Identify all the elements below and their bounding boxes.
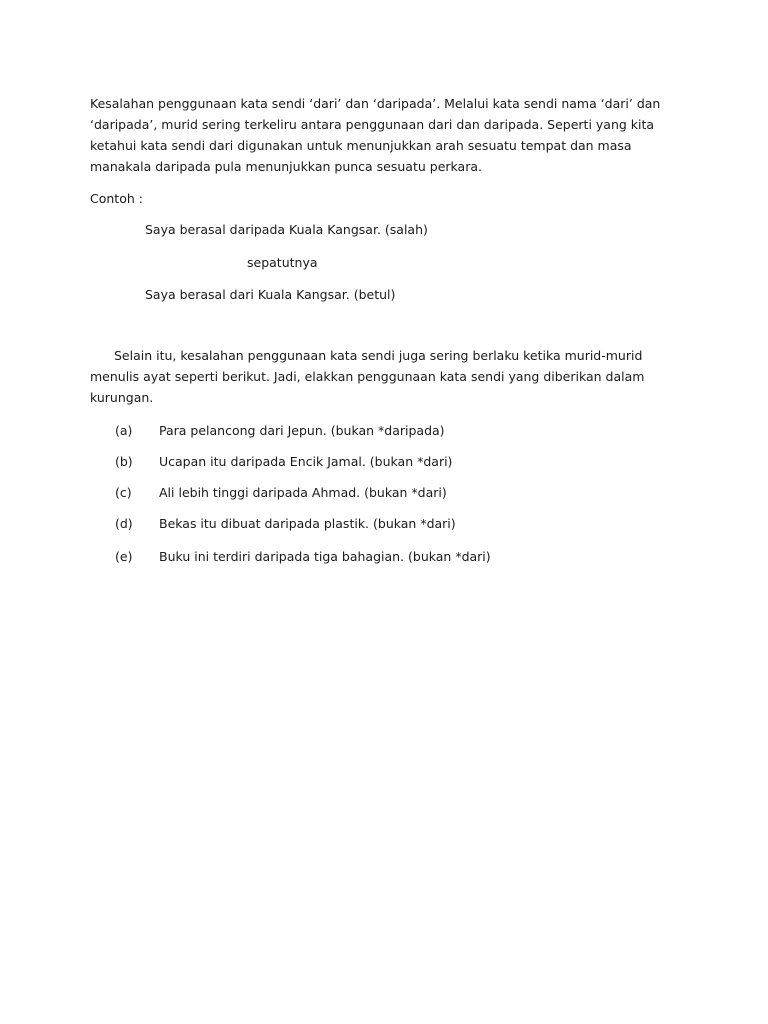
list-item-text: Buku ini terdiri daripada tiga bahagian. (bukan *dari) <box>159 549 491 564</box>
second-paragraph <box>90 345 690 408</box>
list-item-text: Para pelancong dari Jepun. (bukan *daripada) <box>159 423 445 438</box>
example-label: Contoh : <box>90 191 143 206</box>
list-item-text: Bekas itu dibuat daripada plastik. (bukan *dari) <box>159 516 456 531</box>
list-item <box>115 513 456 534</box>
list-item <box>115 451 452 472</box>
second-paragraph-line: Selain itu, kesalahan penggunaan kata sendi juga sering berlaku ketika murid-murid <box>114 348 643 363</box>
list-item-text: Ali lebih tinggi daripada Ahmad. (bukan *dari) <box>159 485 447 500</box>
list-item <box>115 482 447 503</box>
example-right-sentence: Saya berasal dari Kuala Kangsar. (betul) <box>145 287 396 302</box>
second-paragraph-line: kurungan. <box>90 390 154 405</box>
list-item-marker: (c) <box>115 485 132 500</box>
intro-line: ketahui kata sendi dari digunakan untuk menunjukkan arah sesuatu tempat dan masa <box>90 138 632 153</box>
list-item-marker: (b) <box>115 454 133 469</box>
list-item-marker: (a) <box>115 423 133 438</box>
list-item <box>115 546 491 567</box>
list-item-text: Ucapan itu daripada Encik Jamal. (bukan *dari) <box>159 454 453 469</box>
list-item <box>115 420 445 441</box>
intro-line: manakala daripada pula menunjukkan punca sesuatu perkara. <box>90 159 482 174</box>
example-connector: sepatutnya <box>247 255 318 270</box>
second-paragraph-line: menulis ayat seperti berikut. Jadi, elakkan penggunaan kata sendi yang diberikan dalam <box>90 369 645 384</box>
example-wrong-sentence: Saya berasal daripada Kuala Kangsar. (salah) <box>145 222 428 237</box>
intro-paragraph <box>90 93 690 177</box>
intro-line: ‘daripada’, murid sering terkeliru antara penggunaan dari dan daripada. Seperti yang kita <box>90 117 655 132</box>
list-item-marker: (d) <box>115 516 133 531</box>
list-item-marker: (e) <box>115 549 133 564</box>
intro-line: Kesalahan penggunaan kata sendi ‘dari’ dan ‘daripada’. Melalui kata sendi nama ‘dari’ dan <box>90 96 661 111</box>
